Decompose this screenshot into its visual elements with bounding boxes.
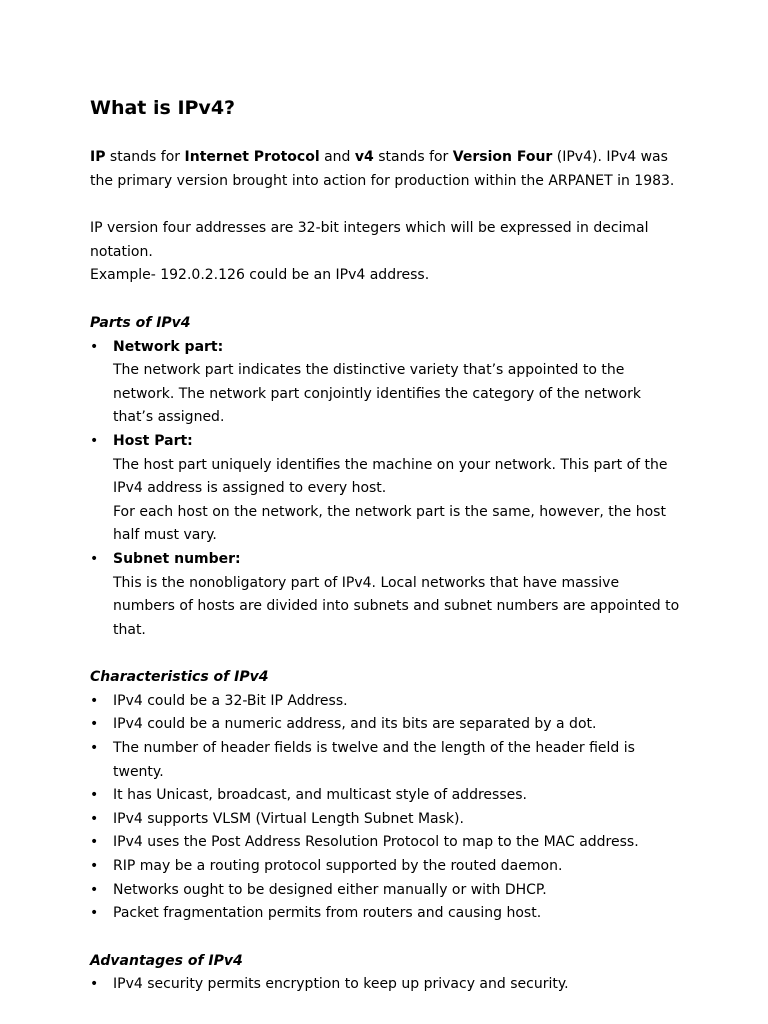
list-item: • IPv4 could be a numeric address, and its bits are separated by a dot. xyxy=(90,713,680,737)
intro-paragraph: IP stands for Internet Protocol and v4 stands for Version Four (IPv4). IPv4 was the primary version brought into action for production within the ARPANET in 1983. xyxy=(90,149,675,189)
intro-term-ip: IP xyxy=(90,149,106,165)
list-item-subnet-number xyxy=(90,548,680,642)
list-item-text: This is the nonobligatory part of IPv4. Local networks that have massive numbers of hosts are divided into subnets and subnet numbers are appointed to that. xyxy=(113,574,680,638)
characteristics-list xyxy=(90,690,680,926)
list-item-text: The network part indicates the distinctive variety that’s appointed to the network. The network part conjointly identifies the category of the network that’s assigned. xyxy=(113,362,641,426)
example-paragraph: Example- 192.0.2.126 could be an IPv4 address. xyxy=(90,267,430,284)
intro-term-v4: v4 xyxy=(354,149,374,165)
list-item: • IPv4 uses the Post Address Resolution Protocol to map to the MAC address. xyxy=(90,831,680,855)
advantages-heading: Advantages of IPv4 xyxy=(90,952,243,969)
intro-term-version-four: Version Four xyxy=(452,149,553,165)
list-item: • It has Unicast, broadcast, and multicast style of addresses. xyxy=(90,784,680,808)
list-item-network-part xyxy=(90,336,680,430)
parts-heading: Parts of IPv4 xyxy=(90,314,191,331)
page-title: What is IPv4? xyxy=(90,97,236,119)
list-item: • IPv4 could be a 32-Bit IP Address. xyxy=(90,690,680,714)
characteristics-heading: Characteristics of IPv4 xyxy=(90,669,269,686)
advantages-list xyxy=(90,973,680,997)
list-item-label: • Subnet number: xyxy=(113,550,241,567)
list-item: • The number of header fields is twelve and the length of the header field is twenty. xyxy=(90,737,680,784)
intro-term-internet-protocol: Internet Protocol xyxy=(184,149,320,165)
list-item: • Packet fragmentation permits from routers and causing host. xyxy=(90,902,680,926)
list-item-label: • Host Part: xyxy=(113,432,193,449)
list-item: • Networks ought to be designed either manually or with DHCP. xyxy=(90,879,680,903)
list-item: • IPv4 security permits encryption to keep up privacy and security. xyxy=(90,973,680,997)
list-item: • IPv4 supports VLSM (Virtual Length Subnet Mask). xyxy=(90,808,680,832)
list-item: • RIP may be a routing protocol supported by the routed daemon. xyxy=(90,855,680,879)
list-item-label: • Network part: xyxy=(113,338,224,355)
list-item-text: For each host on the network, the network part is the same, however, the host half must vary. xyxy=(113,503,666,544)
parts-list xyxy=(90,336,680,643)
list-item-text: The host part uniquely identifies the machine on your network. This part of the IPv4 address is assigned to every host. xyxy=(113,456,668,497)
list-item-host-part xyxy=(90,430,680,548)
address-format-paragraph: IP version four addresses are 32-bit integers which will be expressed in decimal notation. xyxy=(90,220,649,260)
